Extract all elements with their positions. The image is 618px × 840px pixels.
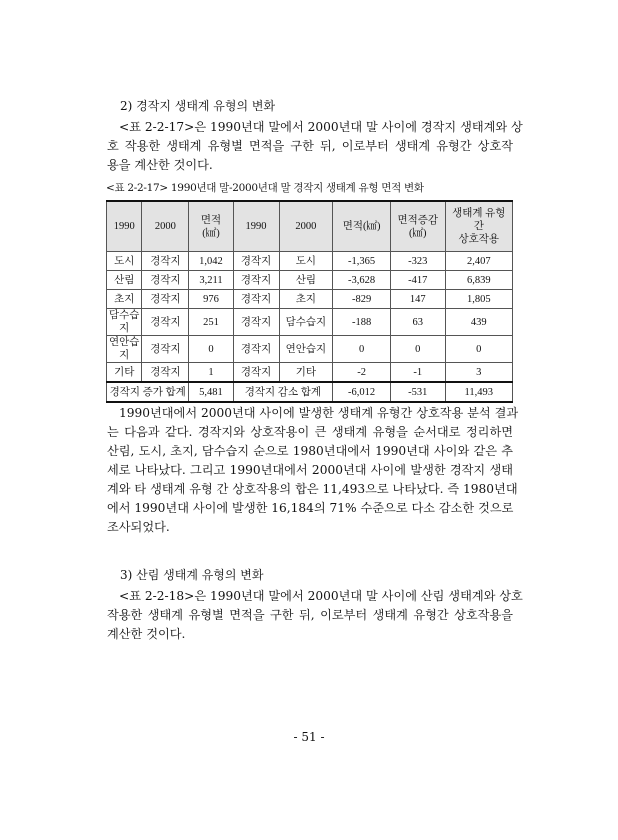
table-cell: 경작지 (233, 309, 279, 336)
text-line: 1990년대에서 2000년대 사이에 발생한 생태계 유형간 상호작용 분석 결과 (119, 406, 519, 420)
table-cell: 경작지 (142, 271, 189, 290)
text-line: 계산한 것이다. (107, 627, 186, 641)
column-header: 1990 (233, 201, 279, 252)
table-cell: 439 (445, 309, 512, 336)
table-cell: 3 (445, 363, 512, 383)
table-cell: 0 (333, 336, 391, 363)
table-cell: 0 (445, 336, 512, 363)
table-cell: 147 (390, 290, 445, 309)
table-cell: 1,042 (189, 252, 233, 271)
table-row (107, 336, 513, 363)
column-header: 1990 (107, 201, 142, 252)
table-cell: -2 (333, 363, 391, 383)
table-cell: 0 (189, 336, 233, 363)
table-cell: 산림 (107, 271, 142, 290)
table-cell: -1 (390, 363, 445, 383)
table-cell: 1 (189, 363, 233, 383)
section-intro (107, 587, 523, 644)
column-header: 2000 (142, 201, 189, 252)
table-cell: 63 (390, 309, 445, 336)
table-cell: 도시 (107, 252, 142, 271)
text-line: 용을 계산한 것이다. (107, 158, 213, 172)
table-cell: -3,628 (333, 271, 391, 290)
total-row (107, 382, 513, 402)
table-cell: 경작지 (142, 252, 189, 271)
section-intro (107, 118, 523, 175)
text-line: <표 2-2-17>은 1990년대 말에서 2000년대 말 사이에 경작지 생태계와 상 (119, 120, 523, 134)
data-table (106, 200, 513, 403)
text-line: 작용한 생태계 유형별 면적을 구한 뒤, 이로부터 생태계 유형간 상호작용을 (107, 608, 513, 622)
table-cell: 연안습지 (279, 336, 333, 363)
table-cell: 976 (189, 290, 233, 309)
table-cell: 도시 (279, 252, 333, 271)
table-cell: 산림 (279, 271, 333, 290)
table-cell: 경작지 (233, 363, 279, 383)
table-cell: 경작지 증가 합계 (107, 382, 189, 402)
table-cell: -829 (333, 290, 391, 309)
table-cell: -6,012 (333, 382, 391, 402)
table-cell: -417 (390, 271, 445, 290)
text-line: 조사되었다. (107, 520, 170, 534)
table-cell: 기타 (107, 363, 142, 383)
table-cell: -1,365 (333, 252, 391, 271)
table-row (107, 252, 513, 271)
table-caption: <표 2-2-17> 1990년대 말-2000년대 말 경작지 생태계 유형 면적 변화 (106, 182, 424, 194)
table-cell: 기타 (279, 363, 333, 383)
table-cell: -531 (390, 382, 445, 402)
table-cell: 경작지 (233, 252, 279, 271)
table-row (107, 363, 513, 383)
table-cell: 1,805 (445, 290, 512, 309)
table-cell: 경작지 (233, 336, 279, 363)
section-heading: 3) 산림 생태계 유형의 변화 (120, 568, 264, 582)
table-cell: 경작지 (233, 290, 279, 309)
text-line: 호 작용한 생태계 유형별 면적을 구한 뒤, 이로부터 생태계 유형간 상호작 (107, 139, 513, 153)
table-cell: 경작지 감소 합계 (233, 382, 333, 402)
column-header: 면적증감 (㎢) (390, 201, 445, 252)
table-cell: 11,493 (445, 382, 512, 402)
table-cell: 경작지 (142, 290, 189, 309)
table-cell: 담수습지 (279, 309, 333, 336)
column-header: 면적 (㎢) (189, 201, 233, 252)
table-row (107, 290, 513, 309)
table-cell: 연안습 지 (107, 336, 142, 363)
table-cell: 담수습 지 (107, 309, 142, 336)
text-line: 는 다음과 같다. 경작지와 상호작용이 큰 생태계 유형을 순서대로 정리하면 (107, 425, 513, 439)
table-cell: 경작지 (142, 309, 189, 336)
table-cell: 251 (189, 309, 233, 336)
table-cell: 0 (390, 336, 445, 363)
analysis-paragraph (107, 404, 519, 537)
text-line: 계와 타 생태계 유형 간 상호작용의 합은 11,493으로 나타났다. 즉 1980년대 (107, 482, 518, 496)
column-header: 생태계 유형 간 상호작용 (445, 201, 512, 252)
table-row (107, 309, 513, 336)
table-cell: 초지 (107, 290, 142, 309)
text-line: 세로 나타났다. 그리고 1990년대에서 2000년대 사이에 발생한 경작지 생태 (107, 463, 513, 477)
table-cell: 6,839 (445, 271, 512, 290)
table-cell: -188 (333, 309, 391, 336)
table-row (107, 271, 513, 290)
page-number: - 51 - (293, 730, 325, 744)
table-cell: 경작지 (233, 271, 279, 290)
table-cell: 2,407 (445, 252, 512, 271)
column-header: 2000 (279, 201, 333, 252)
table-cell: 경작지 (142, 336, 189, 363)
column-header: 면적(㎢) (333, 201, 391, 252)
text-line: 에서 1990년대 사이에 발생한 16,184의 71% 수준으로 다소 감소한 것으로 (107, 501, 514, 515)
table-cell: 경작지 (142, 363, 189, 383)
table-cell: 3,211 (189, 271, 233, 290)
table-cell: 초지 (279, 290, 333, 309)
section-heading: 2) 경작지 생태계 유형의 변화 (120, 99, 276, 113)
table-cell: 5,481 (189, 382, 233, 402)
text-line: 산림, 도시, 초지, 담수습지 순으로 1980년대에서 1990년대 사이와 같은 추 (107, 444, 513, 458)
text-line: <표 2-2-18>은 1990년대 말에서 2000년대 말 사이에 산림 생태계와 상호 (119, 589, 523, 603)
table-cell: -323 (390, 252, 445, 271)
